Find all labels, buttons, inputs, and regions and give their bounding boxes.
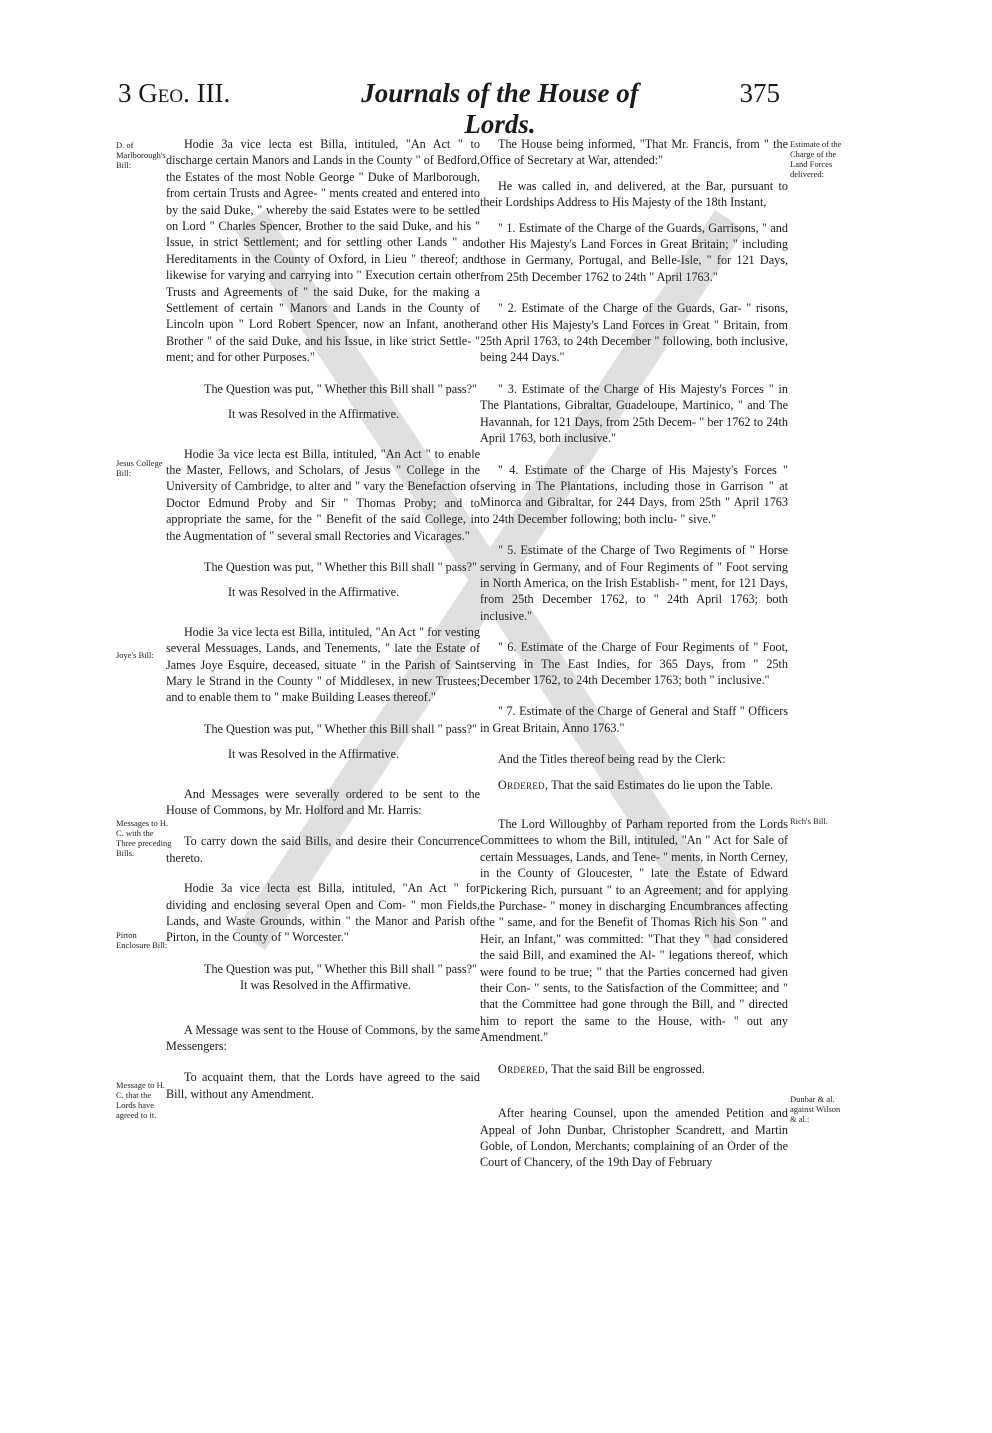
jesus-resolved: It was Resolved in the Affirmative.	[228, 585, 400, 600]
margin-note-messages: Messages to H. C. with the Three preceding Bills.	[116, 818, 172, 858]
margin-note-dunbar: Dunbar & al. against Wilson & al.:	[790, 1094, 841, 1124]
margin-note-jesus-college: Jesus College Bill:	[116, 458, 163, 478]
left-column	[166, 136, 480, 1102]
margin-note-message-agreed: Message to H. C. that the Lords have agreed to it.	[116, 1080, 165, 1120]
francis-called-in: He was called in, and delivered, at the Bar, pursuant to their Lordships Address to His Majesty of the 18th Instant,	[480, 178, 788, 210]
estimate-1: " 1. Estimate of the Charge of the Guards, Garrisons, " and other His Majesty's Land Forces in Great Britain; " including those in Germany, Portugal, and Belle-Isle, " for 121 Days, from 25th December 1762 to 24th " April 1763."	[480, 220, 788, 284]
margin-note-rich: Rich's Bill.	[790, 816, 828, 826]
messages-text: And Messages were severally ordered to be sent to the House of Commons, by Mr. Holford and Mr. Harris:	[166, 786, 480, 817]
dunbar-appeal: After hearing Counsel, upon the amended Petition and Appeal of John Dunbar, Christopher Scandrett, and Martin Goble, of London, Merchants; complaining of an Order of the Court of Chancery, of the 19th Day of February	[480, 1106, 788, 1170]
ordered-engrossed-text: That the said Bill be engrossed.	[548, 1061, 705, 1076]
marlborough-bill-text: Hodie 3a vice lecta est Billa, intituled, "An Act " to discharge certain Manors and Lands in the County " of Bedford, the Estates of the most Noble George " Duke of Marlborough, from certain Trusts and Agree- " ments created and entered into by the said Duke, " whereby the said Estates were to be settled on Lord " Charles Spencer, Brother to the said Duke, and his " Issue, in strict Settlement; and for settling other Lands " and Hereditaments in the County of Oxford, in Lieu " thereof; and likewise for varying and carrying into " Execution certain other Trusts and Agreements of " the said Duke, for the making a Settlement of certain " Manors and Lands in the County of Lincoln upon " Lord Robert Spencer, now an Infant, another Brother " of the said Duke, and his Issue, in like strict Settle- " ment; and for other Purposes."	[166, 137, 480, 365]
jesus-question: The Question was put, " Whether this Bill shall " pass?"	[204, 559, 477, 574]
jesus-bill-text: Hodie 3a vice lecta est Billa, intituled, "An Act " to enable the Master, Fellows, and Scholars, of Jesus " College in the University of Cambridge, to alter and " vary the Benefaction of Doctor Edmund Proby and Sir " Thomas Proby; and to appropriate the same, for the " Benefit of the said College, in the Augmentation of " several small Rectories and Vicarages."	[166, 446, 480, 543]
francis-informed: The House being informed, "That Mr. Francis, from " the Office of Secretary at War, attended:"	[480, 137, 788, 168]
estimate-6: " 6. Estimate of the Charge of Four Regiments of " Foot, serving in The East Indies, for 365 Days, from " 25th December 1762, to 24th December 1763; both " inclusive."	[480, 640, 788, 687]
message-agreed-acquaint: To acquaint them, that the Lords have agreed to the said Bill, without any Amendment.	[166, 1070, 480, 1101]
margin-note-joye: Joye's Bill:	[116, 650, 154, 660]
page-number: 375	[739, 78, 780, 108]
joye-bill-text: Hodie 3a vice lecta est Billa, intituled, "An Act " for vesting several Messuages, Lands, and Tenements, " late the Estate of James Joye Esquire, deceased, situate " in the Parish of Saint Mary le Strand in the County " of Middlesex, in new Trustees; and to enable them to " make Building Leases thereof."	[166, 624, 480, 705]
margin-note-estimate: Estimate of the Charge of the Land Forces delivered:	[790, 139, 842, 179]
estimate-3: " 3. Estimate of the Charge of His Majesty's Forces " in The Plantations, Gibraltar, Guadeloupe, Martinico, " and The Havannah, for 121 Days, from 25th Decem- " ber 1762 to 24th April 1763, both inclusive."	[480, 381, 788, 446]
marlborough-question: The Question was put, " Whether this Bill shall " pass?"	[204, 381, 477, 396]
rich-report: The Lord Willoughby of Parham reported from the Lords Committees to whom the Bill, intituled, "An " Act for Sale of certain Messuages, Lands, and Tene- " ments, in North Cerney, in the County of Gloucester, " late the Estate of Edward Pickering Rich, pursuant " to an Agreement; and for applying the Purchase- " money in discharging Encumbrances affecting the " same, and for the Benefit of Thomas Rich his Son " and Heir, an Infant," was committed: "That they " had considered the said Bill, and examined the Al- " legations thereof, which were found to be true; " that the Parties concerned had given their Con- " sents, to the Satisfaction of the Committee; and " that the Committee had gone through the Bill, and " directed him to report the same to the House, with- " out any Amendment."	[480, 817, 788, 1045]
ordered-estimates-text: That the said Estimates do lie upon the Table.	[548, 777, 774, 792]
pirton-resolved: It was Resolved in the Affirmative.	[240, 978, 412, 993]
joye-question: The Question was put, " Whether this Bill shall " pass?"	[204, 721, 477, 736]
estimate-7: " 7. Estimate of the Charge of General and Staff " Officers in Great Britain, Anno 1763."	[480, 704, 788, 735]
joye-resolved: It was Resolved in the Affirmative.	[228, 747, 400, 762]
estimate-5: " 5. Estimate of the Charge of Two Regiments of " Horse serving in Germany, and of Four Regiments of " Foot serving in North America, on the Irish Establish- " ment, for 121 Days, from 25th December 1762, to " 24th April 1763; both inclusive."	[480, 543, 788, 623]
estimate-4: " 4. Estimate of the Charge of His Majesty's Forces " serving in The Plantations, including those in Garrison " at Minorca and Gibraltar, for 244 Days, from 25th " April 1763 to 24th December following; both inclu- " sive."	[480, 462, 788, 526]
journal-title-header: Journals of the House of Lords.	[361, 78, 639, 139]
ordered-word: Ordered,	[498, 777, 549, 792]
regnal-year-header: 3 Geo. III.	[118, 78, 231, 108]
ordered-word: Ordered,	[498, 1061, 549, 1076]
estimate-2: " 2. Estimate of the Charge of the Guards, Gar- " risons, and other His Majesty's Land Forces in Great " Britain, from 25th April 1763, to 24th December " following, both inclusive, being 244 Days."	[480, 301, 788, 365]
margin-note-pirton: Pirton Enclosure Bill:	[116, 930, 168, 950]
marlborough-resolved: It was Resolved in the Affirmative.	[228, 407, 400, 422]
titles-read: And the Titles thereof being read by the Clerk:	[498, 752, 726, 767]
message-agreed-text: A Message was sent to the House of Commons, by the same Messengers:	[166, 1022, 480, 1054]
messages-carry: To carry down the said Bills, and desire their Concurrence thereto.	[166, 834, 480, 865]
right-column	[480, 136, 788, 1171]
pirton-bill-text: Hodie 3a vice lecta est Billa, intituled, "An Act " for dividing and enclosing several Open and Com- " mon Fields, Lands, and Waste Grounds, within " the Manor and Parish of Pirton, in the County of " Worcester."	[166, 881, 480, 945]
margin-note-marlborough: D. of Marlborough's Bill:	[116, 140, 166, 170]
ordered-engrossed	[480, 1061, 788, 1077]
pirton-question: The Question was put, " Whether this Bill shall " pass?"	[204, 961, 477, 976]
ordered-estimates	[480, 777, 788, 793]
